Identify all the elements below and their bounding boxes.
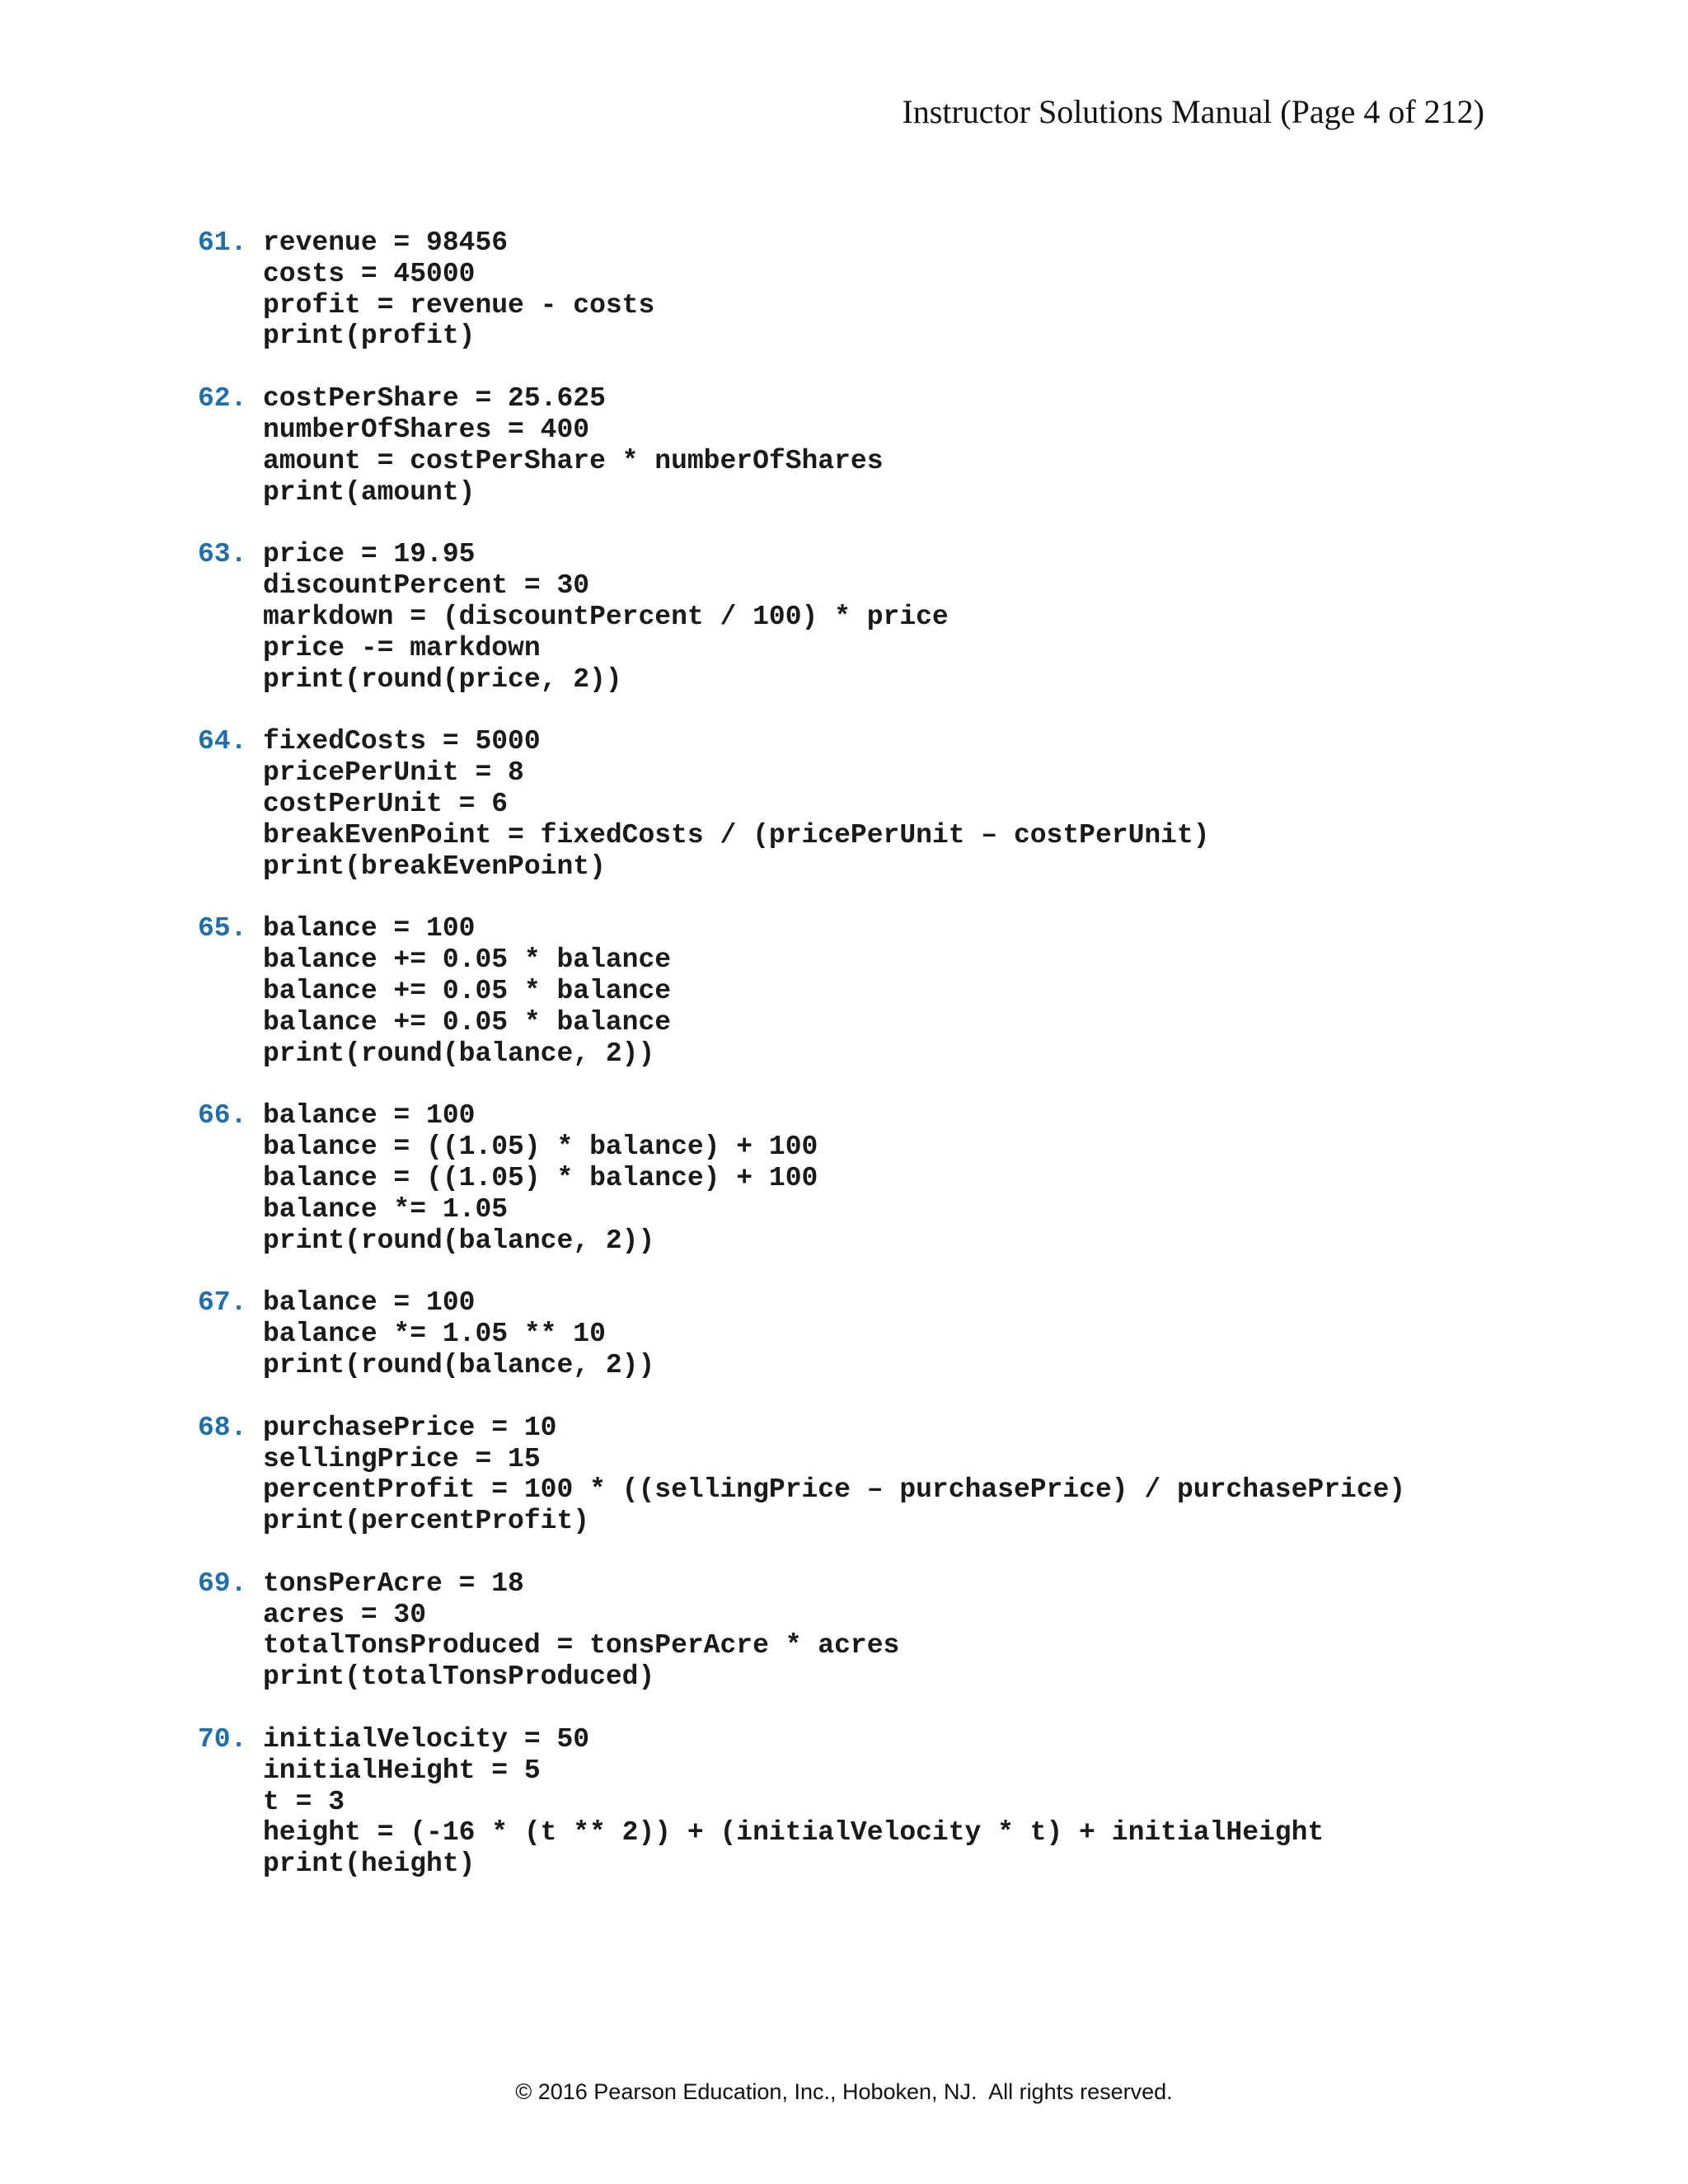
problem-number: 67.: [198, 1287, 247, 1319]
problem-number: 69.: [198, 1568, 247, 1599]
code-block: [263, 1568, 899, 1693]
code-line: fixedCosts = 5000: [263, 726, 541, 757]
code-line: profit = revenue - costs: [263, 289, 655, 321]
code-line: price -= markdown: [263, 632, 541, 663]
code-line: balance = ((1.05) * balance) + 100: [263, 1162, 818, 1193]
problem-item: [198, 1413, 1517, 1537]
code-block: [263, 227, 654, 352]
code-line: print(round(price, 2)): [263, 663, 622, 695]
problem-number: 62.: [198, 383, 247, 415]
code-line: balance = 100: [263, 913, 476, 944]
problem-list: [198, 227, 1517, 1911]
code-line: purchasePrice = 10: [263, 1412, 557, 1443]
code-line: numberOfShares = 400: [263, 414, 590, 445]
problem-number: 66.: [198, 1100, 247, 1132]
code-line: balance *= 1.05 ** 10: [263, 1319, 606, 1350]
code-line: balance = 100: [263, 1287, 476, 1319]
code-line: print(breakEvenPoint): [263, 851, 606, 882]
code-line: revenue = 98456: [263, 227, 509, 258]
code-line: totalTonsProduced = tonsPerAcre * acres: [263, 1630, 900, 1661]
code-line: print(totalTonsProduced): [263, 1661, 655, 1693]
page-footer: © 2016 Pearson Education, Inc., Hoboken, NJ. All rights reserved.: [515, 2079, 1173, 2104]
code-line: costPerShare = 25.625: [263, 383, 606, 415]
problem-item: [198, 1724, 1517, 1880]
code-block: [263, 1100, 818, 1256]
problem-number: 64.: [198, 726, 247, 757]
problem-item: [198, 227, 1517, 352]
code-line: height = (-16 * (t ** 2)) + (initialVelocity * t) + initialHeight: [263, 1817, 1325, 1849]
code-line: initialVelocity = 50: [263, 1724, 590, 1755]
problem-item: [198, 1287, 1517, 1380]
problem-number: 65.: [198, 913, 247, 944]
code-line: costs = 45000: [263, 258, 476, 289]
problem-item: [198, 913, 1517, 1069]
code-line: t = 3: [263, 1786, 345, 1817]
code-block: [263, 1724, 1324, 1880]
problem-item: [198, 1568, 1517, 1693]
code-block: [263, 913, 671, 1069]
code-block: [263, 1413, 1405, 1537]
code-line: percentProfit = 100 * ((sellingPrice – purchasePrice) / purchasePrice): [263, 1474, 1406, 1506]
code-line: sellingPrice = 15: [263, 1443, 541, 1474]
code-line: print(height): [263, 1849, 476, 1880]
problem-number: 63.: [198, 539, 247, 570]
code-line: tonsPerAcre = 18: [263, 1568, 524, 1599]
code-line: balance *= 1.05: [263, 1193, 509, 1225]
code-block: [263, 383, 884, 508]
code-line: discountPercent = 30: [263, 570, 590, 602]
code-line: print(round(balance, 2)): [263, 1349, 655, 1380]
problem-number: 68.: [198, 1412, 247, 1443]
code-line: balance += 0.05 * balance: [263, 975, 672, 1006]
page-header: Instructor Solutions Manual (Page 4 of 212): [902, 93, 1484, 130]
code-block: [263, 1287, 654, 1380]
code-line: print(round(balance, 2)): [263, 1038, 655, 1069]
code-line: acres = 30: [263, 1599, 427, 1630]
code-line: balance = ((1.05) * balance) + 100: [263, 1132, 818, 1163]
code-line: print(profit): [263, 321, 476, 352]
code-line: initialHeight = 5: [263, 1755, 541, 1786]
code-line: breakEvenPoint = fixedCosts / (pricePerUnit – costPerUnit): [263, 819, 1210, 851]
code-line: balance = 100: [263, 1100, 476, 1132]
code-line: costPerUnit = 6: [263, 788, 509, 819]
problem-item: [198, 726, 1517, 882]
code-line: print(percentProfit): [263, 1506, 590, 1537]
code-line: print(amount): [263, 476, 476, 508]
code-line: balance += 0.05 * balance: [263, 1006, 672, 1038]
problem-item: [198, 383, 1517, 508]
problem-item: [198, 1100, 1517, 1256]
code-block: [263, 539, 949, 695]
code-line: pricePerUnit = 8: [263, 757, 524, 789]
code-line: balance += 0.05 * balance: [263, 944, 672, 976]
code-line: markdown = (discountPercent / 100) * price: [263, 601, 949, 632]
problem-number: 61.: [198, 227, 247, 258]
code-line: amount = costPerShare * numberOfShares: [263, 445, 884, 476]
code-line: price = 19.95: [263, 539, 476, 570]
problem-number: 70.: [198, 1724, 247, 1755]
code-block: [263, 726, 1210, 882]
code-line: print(round(balance, 2)): [263, 1225, 655, 1256]
problem-item: [198, 539, 1517, 695]
